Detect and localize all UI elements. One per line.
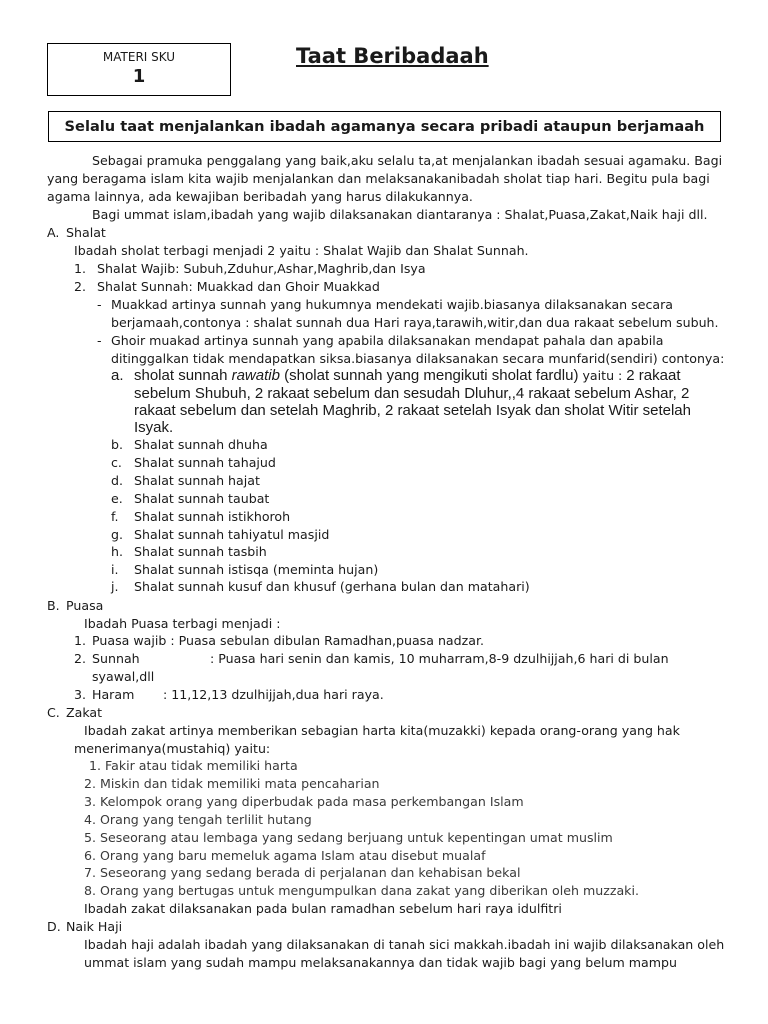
shalat-item1: Shalat Wajib: Subuh,Zduhur,Ashar,Maghrib,dan Isya [97, 261, 426, 276]
puasa-item3-text: : 11,12,13 dzulhijjah,dua hari raya. [163, 687, 384, 702]
section-a-title: Shalat [66, 225, 106, 240]
ghoir-line1: Ghoir muakad artinya sunnah yang apabila dilaksanakan mendapat pahala dan apabila [111, 333, 664, 348]
puasa-item3-label: Haram [92, 687, 135, 702]
sunnah-item: Shalat sunnah dhuha [134, 437, 268, 452]
haji-line2: ummat islam yang sudah mampu melaksanakannya dan tidak wajib bagi yang belum mampu [84, 955, 678, 970]
sunnah-marker: e. [111, 491, 123, 506]
puasa-item2-line1: : Puasa hari senin dan kamis, 10 muharram,8-9 dzulhijjah,6 hari di bulan [210, 651, 669, 666]
section-d-title: Naik Haji [66, 919, 123, 934]
rawatib-line2: sebelum Shubuh, 2 rakaat sebelum dan sesudah Dluhur,,4 rakaat sebelum Ashar, 2 [134, 385, 690, 402]
zakat-intro-line2: menerimanya(mustahiq) yaitu: [74, 741, 271, 756]
shalat-intro: Ibadah sholat terbagi menjadi 2 yaitu : Shalat Wajib dan Shalat Sunnah. [74, 243, 529, 258]
zakat-list-item: 4. Orang yang tengah terlilit hutang [84, 812, 312, 827]
rawatib-line1 [134, 367, 681, 385]
intro-p1-line1: Sebagai pramuka penggalang yang baik,aku selalu ta,at menjalankan ibadah sesuai agamaku. Bagi [92, 153, 723, 168]
zakat-list-item: 5. Seseorang atau lembaga yang sedang berjuang untuk kepentingan umat muslim [84, 830, 613, 845]
puasa-item2-number: 2. [74, 651, 87, 666]
rawatib-small: yaitu : [578, 368, 627, 383]
zakat-intro-line1: Ibadah zakat artinya memberikan sebagian harta kita(muzakki) kepada orang-orang yang hak [84, 723, 680, 738]
zakat-list-item: 3. Kelompok orang yang diperbudak pada masa perkembangan Islam [84, 794, 524, 809]
intro-p1-line2: yang beragama islam kita wajib menjalankan dan melaksanakanibadah sholat tiap hari. Begitu pula bagi [47, 171, 710, 186]
haji-line1: Ibadah haji adalah ibadah yang dilaksanakan di tanah sici makkah.ibadah ini wajib dilaksanakan oleh [84, 937, 725, 952]
sunnah-marker: j. [111, 579, 119, 594]
zakat-list-item: 7. Seseorang yang sedang berada di perjalanan dan kehabisan bekal [84, 865, 521, 880]
sku-number: 1 [132, 66, 146, 87]
sunnah-marker: c. [111, 455, 122, 470]
sunnah-item: Shalat sunnah tahajud [134, 455, 276, 470]
sunnah-item: Shalat sunnah tahiyatul masjid [134, 527, 330, 542]
muakkad-line2: berjamaah,contonya : shalat sunnah dua Hari raya,tarawih,witir,dan dua rakaat sebelum subuh. [111, 315, 719, 330]
motto-box: Selalu taat menjalankan ibadah agamanya secara pribadi ataupun berjamaah [48, 111, 721, 142]
puasa-item2-line2: syawal,dll [92, 669, 155, 684]
section-c-marker: C. [47, 705, 60, 720]
muakkad-dash: - [97, 297, 102, 312]
rawatib-post: 2 rakaat [626, 367, 681, 384]
puasa-intro: Ibadah Puasa terbagi menjadi : [84, 616, 281, 631]
section-b-title: Puasa [66, 598, 104, 613]
puasa-item1: Puasa wajib : Puasa sebulan dibulan Ramadhan,puasa nadzar. [92, 633, 484, 648]
rawatib-pre: sholat sunnah [134, 367, 232, 384]
sunnah-item: Shalat sunnah istikhoroh [134, 509, 291, 524]
section-a-marker: A. [47, 225, 60, 240]
sunnah-item: Shalat sunnah taubat [134, 491, 270, 506]
section-d-marker: D. [47, 919, 61, 934]
intro-p1-line3: agama lainnya, ada kewajiban beribadah yang harus dilakukannya. [47, 189, 473, 204]
rawatib-marker: a. [111, 367, 124, 384]
sunnah-marker: f. [111, 509, 119, 524]
zakat-list-item: 8. Orang yang bertugas untuk mengumpulkan dana zakat yang diberikan oleh muzzaki. [84, 883, 639, 898]
muakkad-line1: Muakkad artinya sunnah yang hukumnya mendekati wajib.biasanya dilaksanakan secara [111, 297, 673, 312]
shalat-item2: Shalat Sunnah: Muakkad dan Ghoir Muakkad [97, 279, 380, 294]
sunnah-item: Shalat sunnah kusuf dan khusuf (gerhana bulan dan matahari) [134, 579, 530, 594]
sunnah-marker: d. [111, 473, 123, 488]
rawatib-italic: rawatib [231, 367, 280, 384]
section-b-marker: B. [47, 598, 60, 613]
ghoir-dash: - [97, 333, 102, 348]
shalat-item2-number: 2. [74, 279, 87, 294]
sunnah-marker: i. [111, 562, 119, 577]
ghoir-line2: ditinggalkan tidak mendapatkan siksa.biasanya dilaksanakan secara munfarid(sendiri) contonya: [111, 351, 725, 366]
puasa-item1-number: 1. [74, 633, 87, 648]
zakat-list-item: 1. Fakir atau tidak memiliki harta [89, 758, 298, 773]
sunnah-marker: h. [111, 544, 123, 559]
sunnah-marker: b. [111, 437, 123, 452]
zakat-list-item: 6. Orang yang baru memeluk agama Islam atau disebut mualaf [84, 848, 486, 863]
zakat-closing: Ibadah zakat dilaksanakan pada bulan ramadhan sebelum hari raya idulfitri [84, 901, 562, 916]
sku-label: MATERI SKU [102, 50, 176, 64]
page-title: Taat Beribadaah [296, 44, 489, 68]
rawatib-line3: rakaat sebelum dan setelah Maghrib, 2 rakaat setelah Isyak dan sholat Witir setelah [134, 402, 691, 419]
puasa-item3-number: 3. [74, 687, 87, 702]
sku-box [47, 43, 231, 96]
section-c-title: Zakat [66, 705, 103, 720]
rawatib-mid: (sholat sunnah yang mengikuti sholat fardlu) [279, 367, 579, 384]
zakat-list-item: 2. Miskin dan tidak memiliki mata pencaharian [84, 776, 380, 791]
shalat-item1-number: 1. [74, 261, 87, 276]
rawatib-line4: Isyak. [134, 419, 174, 436]
intro-p2: Bagi ummat islam,ibadah yang wajib dilaksanakan diantaranya : Shalat,Puasa,Zakat,Naik haji dll. [92, 207, 708, 222]
sunnah-item: Shalat sunnah istisqa (meminta hujan) [134, 562, 379, 577]
sunnah-item: Shalat sunnah hajat [134, 473, 260, 488]
puasa-item2-label: Sunnah [92, 651, 140, 666]
sunnah-item: Shalat sunnah tasbih [134, 544, 267, 559]
sunnah-marker: g. [111, 527, 123, 542]
